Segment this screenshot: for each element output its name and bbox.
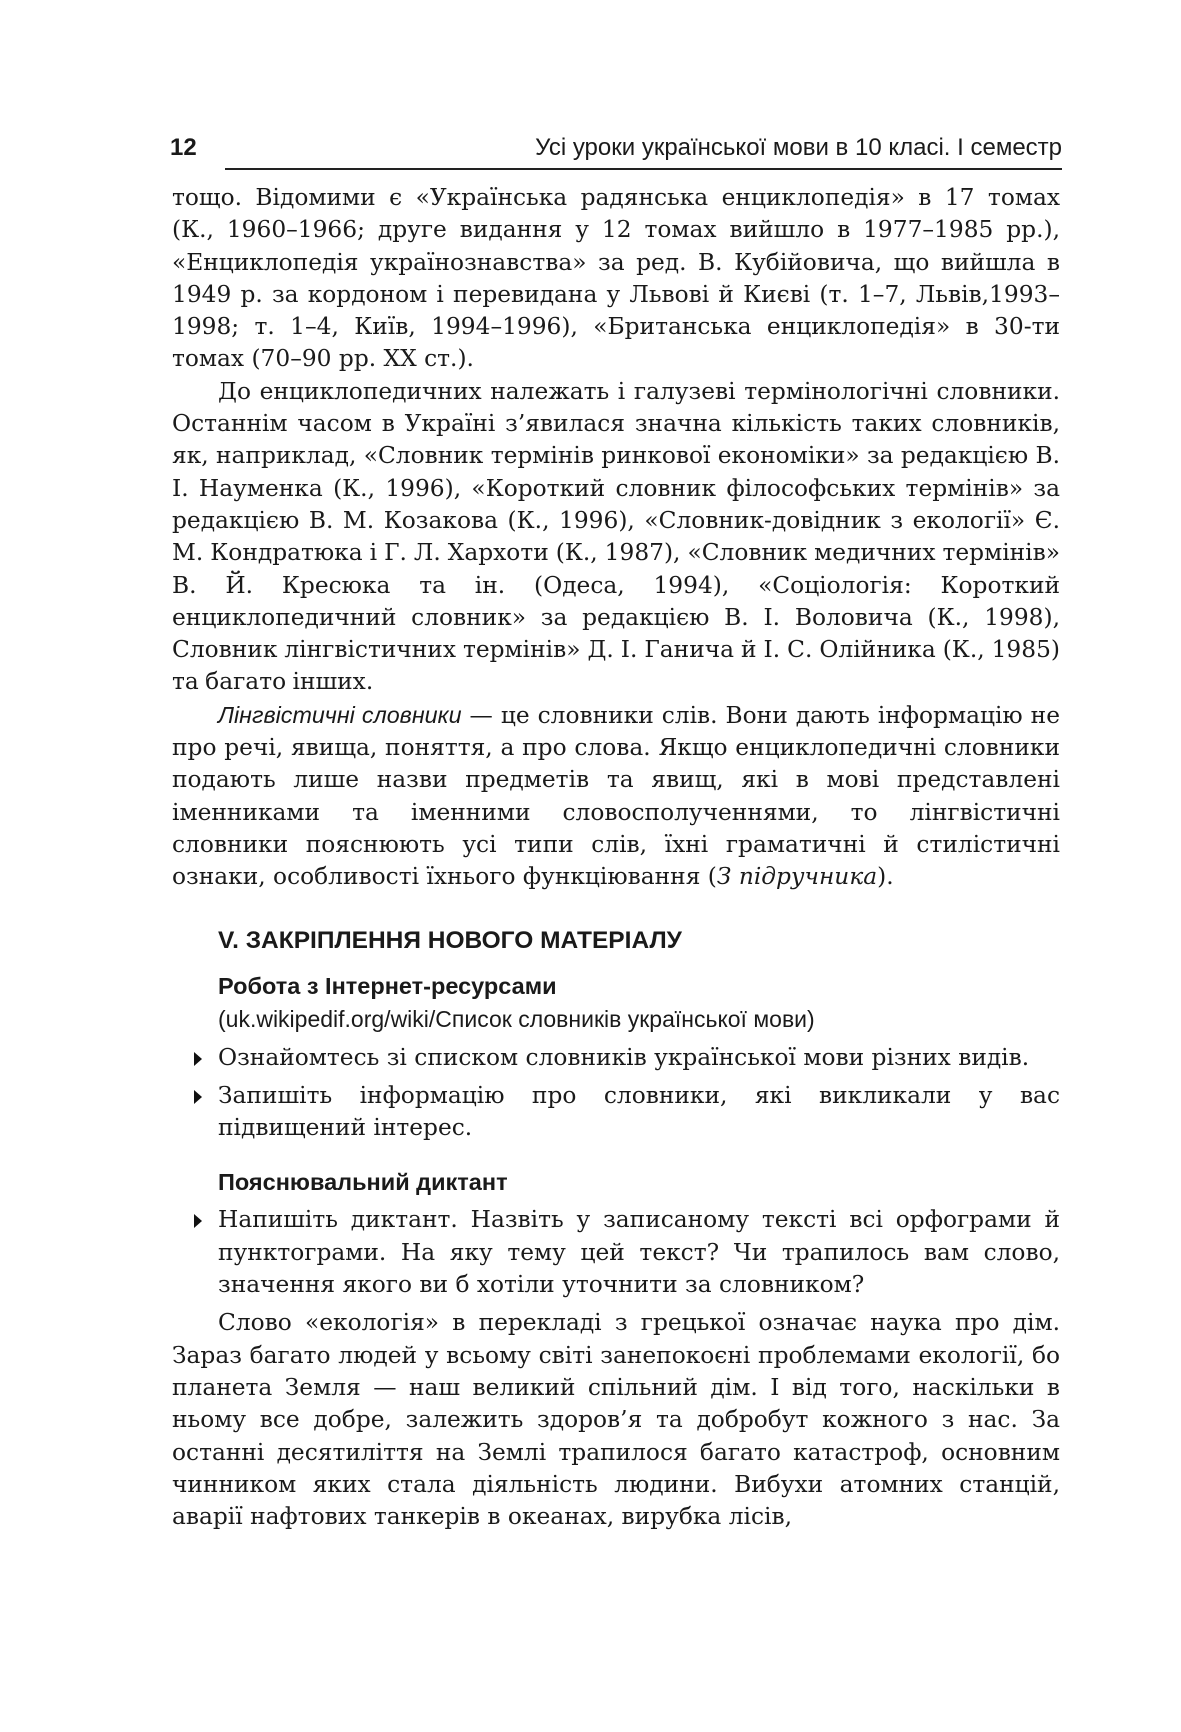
page-header [170,130,1062,170]
triangle-bullet-icon [194,1052,202,1066]
task-item [172,1204,1060,1301]
page-number: 12 [170,134,197,161]
task-text: Запишіть інформацію про словники, які викликали у вас підвищений інтерес. [218,1081,1060,1142]
page-body [172,182,1060,1533]
source-reference: З підручника [716,863,878,891]
term-linguistic-dictionaries: Лінгвістичні словники [218,701,462,728]
dictation-title: Пояснювальний диктант [218,1169,508,1196]
paragraph-terminology-dictionaries: До енциклопедичних належать і галузеві термінологічні словники. Останнім часом в Україні з’явилася значна кількість таких словників, як, наприклад, «Словник термінів ринкової економіки» за редакцією В. І. Науменка (К., 1996), «Короткий словник філософських термінів» за редакцією В. М. Козакова (К., 1996), «Словник-довідник з екології» Є. М. Кондратюка і Г. Л. Хархоти (К., 1987), «Словник медичних термінів» В. Й. Кресюка та ін. (Одеса, 1994), «Соціологія: Короткий енциклопедичний словник» за редакцією В. І. Воловича (К., 1998), Словник лінгвістичних термінів» Д. І. Ганича й І. С. Олійника (К., 1985) та багато інших. [172,377,1060,696]
task-text: Ознайомтесь зі списком словників української мови різних видів. [218,1043,1030,1071]
internet-task-title: Робота з Інтернет-ресурсами [218,972,557,999]
paragraph-encyclopedias: тощо. Відомими є «Українська радянська енциклопедія» в 17 томах (К., 1960–1966; друге видання у 12 томах вийшло в 1977–1985 рр.), «Енциклопедія українознавства» за ред. В. Кубійовича, що вийшла в 1949 р. за кордоном і перевидана у Львові й Києві (т. 1–7, Львів,1993–1998; т. 1–4, Київ, 1994–1996), «Британська енциклопедія» в 30-ти томах (70–90 рр. ХХ ст.). [172,184,1060,373]
triangle-bullet-icon [194,1214,202,1228]
paragraph-end: ). [877,863,894,891]
dictation-text: Слово «екологія» в перекладі з грецької означає наука про дім. Зараз багато людей у всьому світі занепокоєні проблемами екології, бо планета Земля — наш великий спільний дім. І від того, наскільки в ньому все добре, залежить здоров’я та добробут кожного з нас. За останні десятиліття на Землі трапилося багато катастроф, основним чинником яких стала діяльність людини. Вибухи атомних станцій, аварії нафтових танкерів в океанах, вирубка лісів, [172,1309,1060,1531]
task-text: Напишіть диктант. Назвіть у записаному тексті всі орфограми й пунктограми. На яку тему цей текст? Чи трапилось вам слово, значення якого ви б хотіли уточнити за словником? [218,1206,1060,1299]
task-item [172,1042,1060,1074]
header-rule [225,168,1062,170]
section-heading: V. ЗАКРІПЛЕННЯ НОВОГО МАТЕРІАЛУ [218,926,682,954]
running-title: Усі уроки української мови в 10 класі. І семестр [535,134,1062,161]
paragraph-text: — це словники слів. Вони дають інформацію не про речі, явища, поняття, а про слова. Якщо енциклопедичні словники подають лише назви предметів та явищ, які в мові представлені іменниками та іменними словосполученнями, то лінгвістичні словники пояснюють усі типи слів, їхні граматичні й стилістичні ознаки, особливості їхнього функціювання ( [172,701,1060,891]
paragraph-linguistic-dictionaries [172,699,1060,894]
task-item [172,1080,1060,1145]
resource-link: (uk.wikipedif.org/wiki/Список словників української мови) [218,1005,815,1032]
triangle-bullet-icon [194,1090,202,1104]
